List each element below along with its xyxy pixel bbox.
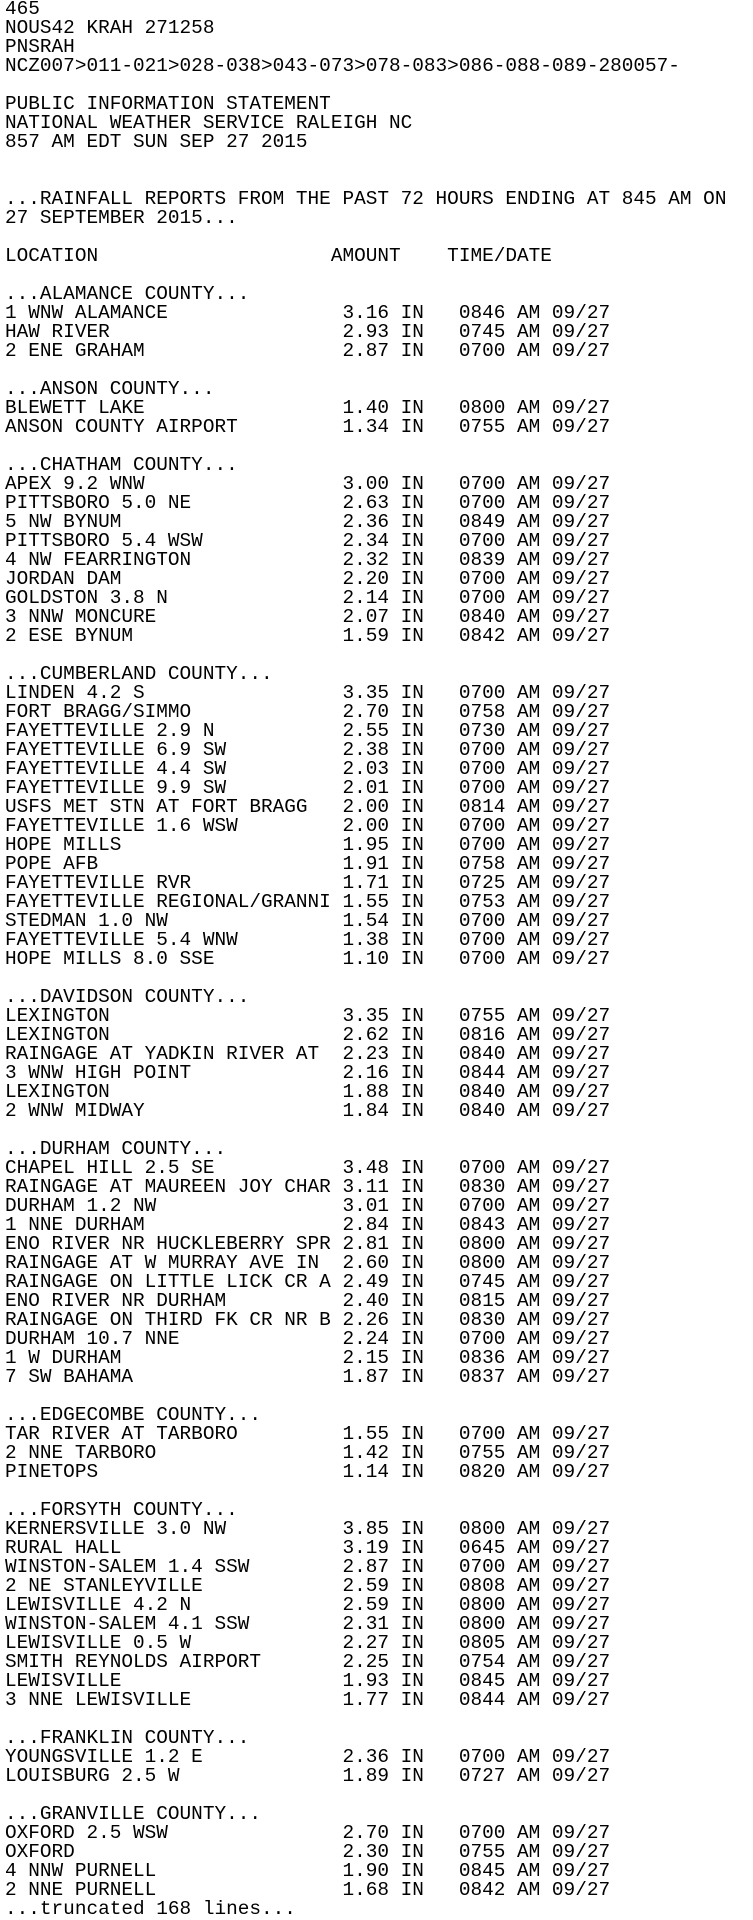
header-line: NCZ007>011-021>028-038>043-073>078-083>086-088-089-280057- [5,55,680,77]
truncation-note: ...truncated 168 lines... [5,1898,296,1919]
header-line: 465 [5,0,40,20]
county-heading: ...FORSYTH COUNTY... [5,1499,238,1521]
location-cell: 2 WNW MIDWAY [5,1100,343,1122]
time-date-cell: 0745 AM 09/27 [458,1271,611,1293]
amount-cell: 2.15 IN [342,1347,459,1369]
location-cell: OXFORD [5,1841,343,1863]
amount-cell: 2.59 IN [342,1594,459,1616]
amount-cell: 3.16 IN [342,302,459,324]
amount-cell: 2.55 IN [342,720,459,742]
location-cell: WINSTON-SALEM 1.4 SSW [5,1556,343,1578]
location-cell: OXFORD 2.5 WSW [5,1822,343,1844]
location-cell: 3 NNW MONCURE [5,606,343,628]
location-cell: LEWISVILLE 0.5 W [5,1632,343,1654]
location-cell: APEX 9.2 WNW [5,473,343,495]
amount-cell: 2.70 IN [342,1822,459,1844]
header-line: PNSRAH [5,36,75,58]
amount-cell: 1.10 IN [342,948,459,970]
time-date-cell: 0700 AM 09/27 [458,910,611,932]
location-cell: HOPE MILLS 8.0 SSE [5,948,343,970]
location-cell: 2 NNE PURNELL [5,1879,343,1901]
time-date-cell: 0700 AM 09/27 [458,834,611,856]
location-cell: LEXINGTON [5,1081,343,1103]
location-cell: LEXINGTON [5,1005,343,1027]
location-cell: JORDAN DAM [5,568,343,590]
amount-cell: 2.63 IN [342,492,459,514]
header-line: 27 SEPTEMBER 2015... [5,207,238,229]
time-date-cell: 0700 AM 09/27 [458,1822,611,1844]
amount-cell: 3.19 IN [342,1537,459,1559]
county-heading: ...ANSON COUNTY... [5,378,215,400]
amount-cell: 3.00 IN [342,473,459,495]
location-cell: LEXINGTON [5,1024,343,1046]
header-line: ...RAINFALL REPORTS FROM THE PAST 72 HOURS ENDING AT 845 AM ON [5,188,727,210]
location-cell: FORT BRAGG/SIMMO [5,701,343,723]
amount-cell: 1.34 IN [342,416,459,438]
amount-cell: 2.16 IN [342,1062,459,1084]
time-date-cell: 0700 AM 09/27 [458,1195,611,1217]
location-cell: 2 NE STANLEYVILLE [5,1575,343,1597]
location-cell: 2 ENE GRAHAM [5,340,343,362]
location-cell: RURAL HALL [5,1537,343,1559]
time-date-cell: 0800 AM 09/27 [458,1252,611,1274]
time-date-cell: 0700 AM 09/27 [458,1556,611,1578]
time-date-cell: 0753 AM 09/27 [458,891,611,913]
time-date-cell: 0815 AM 09/27 [458,1290,611,1312]
amount-cell: 2.30 IN [342,1841,459,1863]
time-date-cell: 0755 AM 09/27 [458,1841,611,1863]
time-date-cell: 0645 AM 09/27 [458,1537,611,1559]
amount-cell: 1.42 IN [342,1442,459,1464]
time-date-cell: 0730 AM 09/27 [458,720,611,742]
time-date-cell: 0800 AM 09/27 [458,1613,611,1635]
amount-cell: 1.59 IN [342,625,459,647]
amount-cell: 2.27 IN [342,1632,459,1654]
amount-cell: 1.87 IN [342,1366,459,1388]
location-cell: 5 NW BYNUM [5,511,343,533]
location-cell: LEWISVILLE [5,1670,343,1692]
location-cell: TAR RIVER AT TARBORO [5,1423,343,1445]
location-cell: YOUNGSVILLE 1.2 E [5,1746,343,1768]
location-cell: SMITH REYNOLDS AIRPORT [5,1651,343,1673]
time-date-cell: 0700 AM 09/27 [458,758,611,780]
county-heading: ...FRANKLIN COUNTY... [5,1727,250,1749]
header-line: LOCATION AMOUNT TIME/DATE [5,245,552,267]
county-heading: ...DURHAM COUNTY... [5,1138,227,1160]
location-cell: FAYETTEVILLE RVR [5,872,343,894]
rainfall-report-row [5,1102,753,1121]
time-date-cell: 0820 AM 09/27 [458,1461,611,1483]
amount-cell: 2.70 IN [342,701,459,723]
amount-cell: 3.85 IN [342,1518,459,1540]
amount-cell: 2.25 IN [342,1651,459,1673]
amount-cell: 2.62 IN [342,1024,459,1046]
location-cell: BLEWETT LAKE [5,397,343,419]
location-cell: DURHAM 1.2 NW [5,1195,343,1217]
time-date-cell: 0700 AM 09/27 [458,948,611,970]
location-cell: 3 WNW HIGH POINT [5,1062,343,1084]
location-cell: FAYETTEVILLE 5.4 WNW [5,929,343,951]
amount-cell: 2.32 IN [342,549,459,571]
amount-cell: 2.14 IN [342,587,459,609]
amount-cell: 1.95 IN [342,834,459,856]
amount-cell: 1.91 IN [342,853,459,875]
amount-cell: 1.54 IN [342,910,459,932]
amount-cell: 2.36 IN [342,1746,459,1768]
amount-cell: 2.49 IN [342,1271,459,1293]
amount-cell: 2.26 IN [342,1309,459,1331]
location-cell: FAYETTEVILLE 1.6 WSW [5,815,343,837]
time-date-cell: 0837 AM 09/27 [458,1366,611,1388]
amount-cell: 2.23 IN [342,1043,459,1065]
location-cell: POPE AFB [5,853,343,875]
amount-cell: 2.03 IN [342,758,459,780]
location-cell: PITTSBORO 5.4 WSW [5,530,343,552]
amount-cell: 1.89 IN [342,1765,459,1787]
location-cell: 4 NNW PURNELL [5,1860,343,1882]
time-date-cell: 0842 AM 09/27 [458,1879,611,1901]
amount-cell: 1.68 IN [342,1879,459,1901]
time-date-cell: 0700 AM 09/27 [458,587,611,609]
time-date-cell: 0700 AM 09/27 [458,530,611,552]
time-date-cell: 0808 AM 09/27 [458,1575,611,1597]
time-date-cell: 0846 AM 09/27 [458,302,611,324]
location-cell: GOLDSTON 3.8 N [5,587,343,609]
time-date-cell: 0700 AM 09/27 [458,739,611,761]
time-date-cell: 0830 AM 09/27 [458,1309,611,1331]
rainfall-report-row [5,418,753,437]
location-cell: PINETOPS [5,1461,343,1483]
time-date-cell: 0844 AM 09/27 [458,1062,611,1084]
county-heading: ...EDGECOMBE COUNTY... [5,1404,261,1426]
time-date-cell: 0843 AM 09/27 [458,1214,611,1236]
location-cell: RAINGAGE AT MAUREEN JOY CHAR [5,1176,343,1198]
time-date-cell: 0800 AM 09/27 [458,1594,611,1616]
amount-cell: 3.48 IN [342,1157,459,1179]
amount-cell: 2.36 IN [342,511,459,533]
location-cell: LOUISBURG 2.5 W [5,1765,343,1787]
header-line: NOUS42 KRAH 271258 [5,17,215,39]
time-date-cell: 0816 AM 09/27 [458,1024,611,1046]
amount-cell: 1.90 IN [342,1860,459,1882]
time-date-cell: 0800 AM 09/27 [458,1233,611,1255]
amount-cell: 2.01 IN [342,777,459,799]
amount-cell: 2.07 IN [342,606,459,628]
amount-cell: 2.87 IN [342,340,459,362]
location-cell: HOPE MILLS [5,834,343,856]
time-date-cell: 0700 AM 09/27 [458,568,611,590]
time-date-cell: 0745 AM 09/27 [458,321,611,343]
time-date-cell: 0842 AM 09/27 [458,625,611,647]
amount-cell: 1.38 IN [342,929,459,951]
location-cell: CHAPEL HILL 2.5 SE [5,1157,343,1179]
amount-cell: 1.14 IN [342,1461,459,1483]
time-date-cell: 0755 AM 09/27 [458,1442,611,1464]
time-date-cell: 0727 AM 09/27 [458,1765,611,1787]
amount-cell: 2.40 IN [342,1290,459,1312]
amount-cell: 2.20 IN [342,568,459,590]
amount-cell: 2.34 IN [342,530,459,552]
time-date-cell: 0840 AM 09/27 [458,1100,611,1122]
time-date-cell: 0844 AM 09/27 [458,1689,611,1711]
rainfall-report-row [5,1767,753,1786]
rainfall-report-row [5,950,753,969]
location-cell: 1 W DURHAM [5,1347,343,1369]
amount-cell: 2.00 IN [342,815,459,837]
amount-cell: 1.84 IN [342,1100,459,1122]
time-date-cell: 0845 AM 09/27 [458,1860,611,1882]
location-cell: LEWISVILLE 4.2 N [5,1594,343,1616]
amount-cell: 2.59 IN [342,1575,459,1597]
location-cell: RAINGAGE AT W MURRAY AVE IN [5,1252,343,1274]
location-cell: 1 NNE DURHAM [5,1214,343,1236]
time-date-cell: 0758 AM 09/27 [458,701,611,723]
location-cell: LINDEN 4.2 S [5,682,343,704]
amount-cell: 1.55 IN [342,891,459,913]
county-heading: ...ALAMANCE COUNTY... [5,283,250,305]
blank-line [5,152,753,171]
time-date-cell: 0840 AM 09/27 [458,606,611,628]
location-cell: 4 NW FEARRINGTON [5,549,343,571]
time-date-cell: 0700 AM 09/27 [458,682,611,704]
location-cell: HAW RIVER [5,321,343,343]
amount-cell: 1.40 IN [342,397,459,419]
time-date-cell: 0840 AM 09/27 [458,1081,611,1103]
time-date-cell: 0700 AM 09/27 [458,1746,611,1768]
rainfall-report-row [5,342,753,361]
location-cell: FAYETTEVILLE 2.9 N [5,720,343,742]
header-line: PUBLIC INFORMATION STATEMENT [5,93,331,115]
county-heading: ...GRANVILLE COUNTY... [5,1803,261,1825]
location-cell: 2 ESE BYNUM [5,625,343,647]
amount-cell: 2.60 IN [342,1252,459,1274]
county-heading: ...CUMBERLAND COUNTY... [5,663,273,685]
time-date-cell: 0700 AM 09/27 [458,815,611,837]
location-cell: PITTSBORO 5.0 NE [5,492,343,514]
location-cell: 1 WNW ALAMANCE [5,302,343,324]
time-date-cell: 0725 AM 09/27 [458,872,611,894]
amount-cell: 2.24 IN [342,1328,459,1350]
time-date-cell: 0830 AM 09/27 [458,1176,611,1198]
rainfall-report-row [5,1691,753,1710]
amount-cell: 1.88 IN [342,1081,459,1103]
location-cell: 3 NNE LEWISVILLE [5,1689,343,1711]
rainfall-report-row [5,627,753,646]
amount-cell: 1.55 IN [342,1423,459,1445]
time-date-cell: 0754 AM 09/27 [458,1651,611,1673]
time-date-cell: 0839 AM 09/27 [458,549,611,571]
location-cell: KERNERSVILLE 3.0 NW [5,1518,343,1540]
amount-cell: 1.71 IN [342,872,459,894]
location-cell: RAINGAGE AT YADKIN RIVER AT [5,1043,343,1065]
time-date-cell: 0700 AM 09/27 [458,1328,611,1350]
amount-cell: 3.01 IN [342,1195,459,1217]
time-date-cell: 0800 AM 09/27 [458,1518,611,1540]
location-cell: FAYETTEVILLE 4.4 SW [5,758,343,780]
location-cell: FAYETTEVILLE 6.9 SW [5,739,343,761]
time-date-cell: 0755 AM 09/27 [458,1005,611,1027]
location-cell: RAINGAGE ON THIRD FK CR NR B [5,1309,343,1331]
time-date-cell: 0700 AM 09/27 [458,1423,611,1445]
header-line: NATIONAL WEATHER SERVICE RALEIGH NC [5,112,413,134]
amount-cell: 2.93 IN [342,321,459,343]
location-cell: 7 SW BAHAMA [5,1366,343,1388]
time-date-cell: 0758 AM 09/27 [458,853,611,875]
location-cell: ANSON COUNTY AIRPORT [5,416,343,438]
amount-cell: 3.35 IN [342,682,459,704]
time-date-cell: 0845 AM 09/27 [458,1670,611,1692]
location-cell: 2 NNE TARBORO [5,1442,343,1464]
amount-cell: 1.93 IN [342,1670,459,1692]
amount-cell: 2.81 IN [342,1233,459,1255]
time-date-cell: 0836 AM 09/27 [458,1347,611,1369]
rainfall-report-row [5,1463,753,1482]
location-cell: USFS MET STN AT FORT BRAGG [5,796,343,818]
time-date-cell: 0800 AM 09/27 [458,397,611,419]
time-date-cell: 0755 AM 09/27 [458,416,611,438]
amount-cell: 2.38 IN [342,739,459,761]
location-cell: FAYETTEVILLE 9.9 SW [5,777,343,799]
location-cell: FAYETTEVILLE REGIONAL/GRANNI [5,891,343,913]
time-date-cell: 0700 AM 09/27 [458,340,611,362]
location-cell: DURHAM 10.7 NNE [5,1328,343,1350]
time-date-cell: 0700 AM 09/27 [458,777,611,799]
location-cell: WINSTON-SALEM 4.1 SSW [5,1613,343,1635]
header-line: 857 AM EDT SUN SEP 27 2015 [5,131,308,153]
amount-cell: 2.00 IN [342,796,459,818]
time-date-cell: 0700 AM 09/27 [458,492,611,514]
amount-cell: 2.84 IN [342,1214,459,1236]
amount-cell: 1.77 IN [342,1689,459,1711]
time-date-cell: 0849 AM 09/27 [458,511,611,533]
time-date-cell: 0840 AM 09/27 [458,1043,611,1065]
time-date-cell: 0814 AM 09/27 [458,796,611,818]
amount-cell: 2.87 IN [342,1556,459,1578]
time-date-cell: 0700 AM 09/27 [458,929,611,951]
time-date-cell: 0700 AM 09/27 [458,473,611,495]
location-cell: RAINGAGE ON LITTLE LICK CR A [5,1271,343,1293]
location-cell: ENO RIVER NR DURHAM [5,1290,343,1312]
county-heading: ...CHATHAM COUNTY... [5,454,238,476]
county-heading: ...DAVIDSON COUNTY... [5,986,250,1008]
amount-cell: 2.31 IN [342,1613,459,1635]
time-date-cell: 0700 AM 09/27 [458,1157,611,1179]
time-date-cell: 0805 AM 09/27 [458,1632,611,1654]
amount-cell: 3.11 IN [342,1176,459,1198]
location-cell: ENO RIVER NR HUCKLEBERRY SPR [5,1233,343,1255]
location-cell: STEDMAN 1.0 NW [5,910,343,932]
rainfall-report-row [5,1368,753,1387]
amount-cell: 3.35 IN [342,1005,459,1027]
